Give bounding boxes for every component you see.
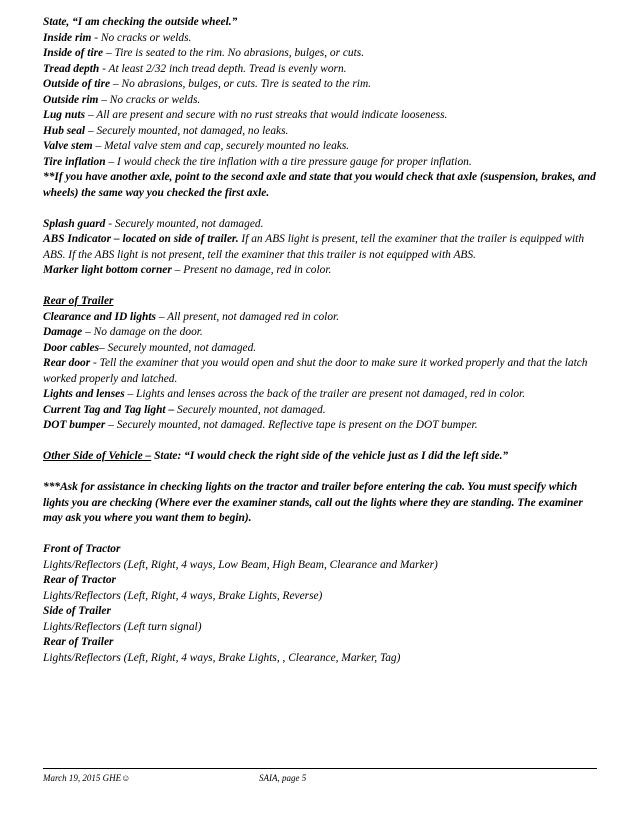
lights-heading: Rear of Trailer — [43, 636, 114, 648]
lights-list: Lights/Reflectors (Left, Right, 4 ways, Low Beam, High Beam, Clearance and Marker) — [43, 558, 438, 571]
document-body — [43, 15, 603, 666]
check-item: Tread depth - At least 2/32 inch tread depth. Tread is evenly worn. — [43, 62, 347, 75]
check-item: Tire inflation – I would check the tire inflation with a tire pressure gauge for proper inflation. — [43, 155, 472, 168]
check-item: Marker light bottom corner – Present no damage, red in color. — [43, 264, 332, 276]
check-item: Current Tag and Tag light – Securely mounted, not damaged. — [43, 403, 326, 416]
other-side-statement: Other Side of Vehicle – State: “I would check the right side of the vehicle just as I did the left side.” — [43, 450, 509, 462]
check-item: Lights and lenses – Lights and lenses across the back of the trailer are present not damaged, red in color. — [43, 388, 526, 400]
check-item: Outside rim – No cracks or welds. — [43, 93, 201, 106]
footer-date: March 19, 2015 GHE☺ — [43, 773, 131, 783]
footer-page-number: SAIA, page 5 — [259, 773, 307, 783]
spacer — [43, 201, 603, 217]
rear-of-trailer-heading: Rear of Trailer — [43, 295, 114, 307]
check-item: DOT bumper – Securely mounted, not damaged. Reflective tape is present on the DOT bumper. — [43, 419, 478, 431]
lights-heading: Front of Tractor — [43, 543, 121, 555]
lights-heading: Side of Trailer — [43, 605, 111, 617]
spacer — [43, 465, 603, 481]
check-item: Lug nuts – All are present and secure with no rust streaks that would indicate looseness. — [43, 109, 448, 121]
check-item: Door cables– Securely mounted, not damaged. — [43, 341, 257, 354]
spacer — [43, 434, 603, 450]
assistance-note: ***Ask for assistance in checking lights on the tractor and trailer before entering the cab. You must specify which lights you are checking (Where ever the examiner stands, call out the lights where they are standing. The examiner may ask you where you want them to begin). — [43, 481, 583, 524]
spacer — [43, 527, 603, 543]
lights-heading: Rear of Tractor — [43, 574, 116, 586]
spacer — [43, 279, 603, 295]
outside-wheel-intro: State, “I am checking the outside wheel.” — [43, 16, 238, 28]
check-item: Splash guard - Securely mounted, not damaged. — [43, 217, 264, 230]
footer-divider — [43, 768, 597, 769]
check-item: ABS Indicator – located on side of trailer. If an ABS light is present, tell the examiner that the trailer is equipped with ABS. If the ABS light is not present, tell the examiner that this trailer is not equipped with ABS. — [43, 233, 585, 261]
second-axle-note: **If you have another axle, point to the second axle and state that you would check that axle (suspension, brakes, and wheels) the same way you checked the first axle. — [43, 171, 596, 199]
check-item: Damage – No damage on the door. — [43, 326, 203, 338]
check-item: Rear door - Tell the examiner that you would open and shut the door to make sure it worked properly and that the latch worked properly and latched. — [43, 357, 588, 385]
lights-list: Lights/Reflectors (Left, Right, 4 ways, Brake Lights, Reverse) — [43, 589, 323, 602]
check-item: Inside of tire – Tire is seated to the rim. No abrasions, bulges, or cuts. — [43, 47, 365, 59]
check-item: Hub seal – Securely mounted, not damaged, no leaks. — [43, 124, 289, 137]
check-item: Clearance and ID lights – All present, not damaged red in color. — [43, 310, 340, 323]
lights-list: Lights/Reflectors (Left turn signal) — [43, 620, 202, 633]
check-item: Inside rim - No cracks or welds. — [43, 31, 192, 44]
check-item: Outside of tire – No abrasions, bulges, or cuts. Tire is seated to the rim. — [43, 78, 372, 90]
lights-list: Lights/Reflectors (Left, Right, 4 ways, Brake Lights, , Clearance, Marker, Tag) — [43, 651, 401, 664]
check-item: Valve stem – Metal valve stem and cap, securely mounted no leaks. — [43, 140, 350, 152]
